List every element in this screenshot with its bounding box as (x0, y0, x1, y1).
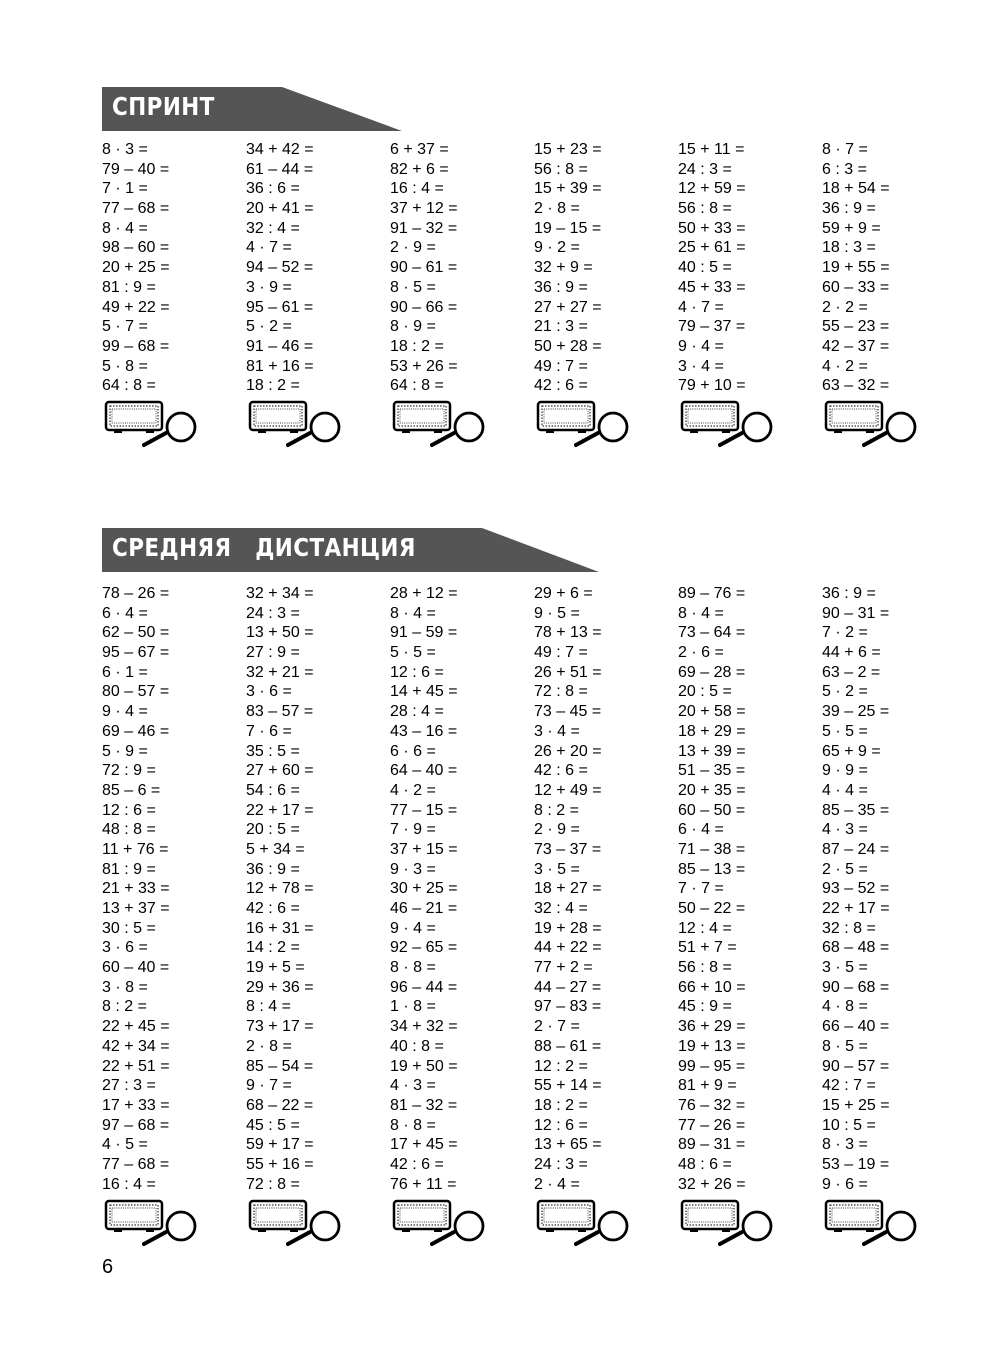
exercise-item: 37 + 12 = (390, 200, 458, 218)
exercise-item: 22 + 45 = (102, 1018, 170, 1036)
exercise-item: 32 + 21 = (246, 663, 314, 681)
exercise-item: 36 : 9 = (822, 200, 876, 218)
exercise-item: 8 : 2 = (102, 998, 147, 1016)
exercise-item: 7 · 9 = (390, 821, 436, 839)
exercise-item: 9 · 4 = (102, 703, 148, 721)
exercise-item: 90 – 68 = (822, 978, 890, 996)
exercise-item: 45 + 33 = (678, 278, 746, 296)
stopwatch-magnifier-icon (536, 400, 636, 448)
exercise-item: 30 + 25 = (390, 880, 458, 898)
exercise-item: 24 : 3 = (246, 604, 300, 622)
exercise-item: 1 · 8 = (390, 998, 436, 1016)
exercise-item: 8 · 8 = (390, 1116, 436, 1134)
exercise-item: 16 + 31 = (246, 919, 314, 937)
exercise-item: 18 : 2 = (246, 377, 300, 395)
exercise-item: 6 · 4 = (678, 821, 724, 839)
exercise-item: 99 – 68 = (102, 337, 170, 355)
exercise-item: 4 · 8 = (822, 998, 868, 1016)
exercise-item: 36 : 9 = (246, 860, 300, 878)
exercise-item: 49 : 7 = (534, 644, 588, 662)
exercise-item: 91 – 59 = (390, 624, 458, 642)
exercise-item: 24 : 3 = (678, 160, 732, 178)
exercise-item: 2 · 8 = (534, 200, 580, 218)
exercise-item: 6 + 37 = (390, 141, 449, 158)
exercise-item: 27 : 3 = (102, 1077, 156, 1095)
exercise-item: 69 – 46 = (102, 722, 170, 740)
exercise-item: 5 · 5 = (822, 722, 868, 740)
exercise-item: 65 + 9 = (822, 742, 881, 760)
exercise-item: 49 + 22 = (102, 298, 170, 316)
exercise-column (678, 140, 818, 396)
exercise-item: 40 : 5 = (678, 259, 732, 277)
exercise-item: 63 – 2 = (822, 663, 881, 681)
exercise-item: 7 · 1 = (102, 180, 148, 198)
exercise-item: 3 · 8 = (102, 978, 148, 996)
exercise-item: 18 : 3 = (822, 239, 876, 257)
exercise-item: 91 – 46 = (246, 337, 314, 355)
exercise-item: 64 : 8 = (102, 377, 156, 395)
exercise-item: 89 – 76 = (678, 585, 746, 602)
exercise-item: 95 – 67 = (102, 644, 170, 662)
stopwatch-magnifier-icon (104, 400, 204, 448)
exercise-item: 15 + 11 = (678, 141, 745, 158)
exercise-item: 97 – 68 = (102, 1116, 170, 1134)
stopwatch-magnifier-icon (248, 1199, 348, 1247)
exercise-column (534, 584, 674, 1194)
exercise-item: 15 + 23 = (534, 141, 602, 158)
exercise-item: 36 : 9 = (534, 278, 588, 296)
exercise-item: 5 · 5 = (390, 644, 436, 662)
exercise-item: 27 + 27 = (534, 298, 602, 316)
exercise-item: 56 : 8 = (534, 160, 588, 178)
exercise-item: 91 – 32 = (390, 219, 458, 237)
stopwatch-magnifier-icon (824, 1199, 924, 1247)
exercise-item: 26 + 20 = (534, 742, 602, 760)
exercise-item: 24 : 3 = (534, 1155, 588, 1173)
exercise-item: 42 + 34 = (102, 1037, 170, 1055)
exercise-column (534, 140, 674, 396)
exercise-item: 4 · 4 = (822, 781, 868, 799)
exercise-column (390, 140, 530, 396)
exercise-item: 61 – 44 = (246, 160, 314, 178)
exercise-item: 20 : 5 = (246, 821, 300, 839)
exercise-item: 90 – 66 = (390, 298, 458, 316)
exercise-item: 73 – 64 = (678, 624, 746, 642)
exercise-item: 12 : 6 = (534, 1116, 588, 1134)
exercise-item: 4 · 3 = (822, 821, 868, 839)
exercise-item: 9 · 2 = (534, 239, 580, 257)
exercise-item: 2 · 5 = (822, 860, 868, 878)
exercise-item: 8 · 5 = (822, 1037, 868, 1055)
exercise-item: 8 · 4 = (678, 604, 724, 622)
exercise-item: 4 · 5 = (102, 1136, 148, 1154)
exercise-item: 9 · 5 = (534, 604, 580, 622)
exercise-item: 18 : 2 = (534, 1096, 588, 1114)
exercise-item: 42 – 37 = (822, 337, 890, 355)
exercise-item: 21 : 3 = (534, 318, 588, 336)
exercise-item: 49 : 7 = (534, 357, 588, 375)
exercise-item: 78 + 13 = (534, 624, 602, 642)
exercise-item: 19 + 13 = (678, 1037, 746, 1055)
exercise-item: 12 + 49 = (534, 781, 602, 799)
exercise-item: 89 – 31 = (678, 1136, 746, 1154)
exercise-item: 48 : 8 = (102, 821, 156, 839)
exercise-item: 20 + 58 = (678, 703, 746, 721)
exercise-item: 43 – 16 = (390, 722, 458, 740)
exercise-item: 4 · 2 = (822, 357, 868, 375)
exercise-item: 25 + 61 = (678, 239, 746, 257)
exercise-item: 54 : 6 = (246, 781, 300, 799)
exercise-item: 2 · 6 = (678, 644, 724, 662)
exercise-item: 6 · 4 = (102, 604, 148, 622)
exercise-item: 32 + 9 = (534, 259, 593, 277)
exercise-item: 79 – 37 = (678, 318, 746, 336)
exercise-item: 2 · 7 = (534, 1018, 580, 1036)
section-title: СРЕДНЯЯ ДИСТАНЦИЯ (112, 533, 416, 562)
exercise-item: 5 + 34 = (246, 840, 305, 858)
exercise-item: 28 + 12 = (390, 585, 458, 602)
exercise-item: 12 : 6 = (390, 663, 444, 681)
exercise-item: 2 · 9 = (390, 239, 436, 257)
exercise-item: 9 · 7 = (246, 1077, 292, 1095)
exercise-item: 77 – 68 = (102, 1155, 170, 1173)
stopwatch-magnifier-icon (680, 1199, 780, 1247)
exercise-item: 39 – 25 = (822, 703, 890, 721)
stopwatch-magnifier-icon (392, 400, 492, 448)
exercise-item: 18 + 29 = (678, 722, 746, 740)
exercise-item: 66 – 40 = (822, 1018, 890, 1036)
exercise-column (246, 140, 386, 396)
exercise-item: 63 – 32 = (822, 377, 890, 395)
exercise-item: 56 : 8 = (678, 959, 732, 977)
exercise-item: 16 : 4 = (390, 180, 444, 198)
exercise-item: 77 + 2 = (534, 959, 593, 977)
exercise-item: 19 – 15 = (534, 219, 602, 237)
exercise-item: 55 + 14 = (534, 1077, 602, 1095)
exercise-item: 94 – 52 = (246, 259, 314, 277)
exercise-item: 13 + 37 = (102, 900, 170, 917)
exercise-item: 7 · 6 = (246, 722, 292, 740)
exercise-item: 64 – 40 = (390, 762, 458, 780)
exercise-item: 42 : 6 = (246, 900, 300, 917)
exercise-item: 99 – 95 = (678, 1057, 746, 1075)
exercise-item: 45 : 5 = (246, 1116, 300, 1134)
exercise-item: 5 · 2 = (246, 318, 292, 336)
exercise-item: 35 : 5 = (246, 742, 300, 760)
exercise-item: 2 · 2 = (822, 298, 868, 316)
exercise-item: 9 · 4 = (390, 919, 436, 937)
exercise-item: 29 + 36 = (246, 978, 314, 996)
exercise-item: 3 · 6 = (102, 939, 148, 957)
exercise-item: 21 + 33 = (102, 880, 170, 898)
exercise-item: 46 – 21 = (390, 900, 458, 917)
exercise-item: 2 · 8 = (246, 1037, 292, 1055)
exercise-item: 42 : 7 = (822, 1077, 876, 1095)
exercise-item: 19 + 50 = (390, 1057, 458, 1075)
exercise-item: 3 · 4 = (534, 722, 580, 740)
exercise-item: 71 – 38 = (678, 840, 746, 858)
exercise-item: 51 – 35 = (678, 762, 746, 780)
exercise-item: 45 : 9 = (678, 998, 732, 1016)
exercise-item: 97 – 83 = (534, 998, 602, 1016)
exercise-item: 32 : 4 = (246, 219, 300, 237)
stopwatch-magnifier-icon (248, 400, 348, 448)
exercise-item: 5 · 7 = (102, 318, 148, 336)
exercise-item: 17 + 45 = (390, 1136, 458, 1154)
exercise-item: 28 : 4 = (390, 703, 444, 721)
exercise-item: 92 – 65 = (390, 939, 458, 957)
page-number: 6 (102, 1256, 114, 1278)
exercise-item: 81 – 32 = (390, 1096, 458, 1114)
exercise-item: 5 · 9 = (102, 742, 148, 760)
exercise-item: 55 – 23 = (822, 318, 890, 336)
exercise-item: 8 · 8 = (390, 959, 436, 977)
exercise-item: 32 : 4 = (534, 900, 588, 917)
exercise-item: 18 + 27 = (534, 880, 602, 898)
exercise-item: 10 : 5 = (822, 1116, 876, 1134)
stopwatch-magnifier-icon (680, 400, 780, 448)
exercise-item: 14 : 2 = (246, 939, 300, 957)
exercise-item: 4 · 7 = (246, 239, 292, 257)
exercise-item: 3 · 9 = (246, 278, 292, 296)
exercise-item: 26 + 51 = (534, 663, 602, 681)
exercise-item: 13 + 65 = (534, 1136, 602, 1154)
stopwatch-magnifier-icon (824, 400, 924, 448)
exercise-column (822, 584, 962, 1194)
exercise-item: 85 – 54 = (246, 1057, 314, 1075)
exercise-item: 85 – 13 = (678, 860, 746, 878)
exercise-item: 5 · 2 = (822, 683, 868, 701)
exercise-item: 87 – 24 = (822, 840, 890, 858)
exercise-item: 8 · 7 = (822, 141, 868, 158)
exercise-item: 53 + 26 = (390, 357, 458, 375)
exercise-item: 60 – 33 = (822, 278, 890, 296)
exercise-item: 36 + 29 = (678, 1018, 746, 1036)
exercise-item: 8 : 4 = (246, 998, 291, 1016)
exercise-item: 44 – 27 = (534, 978, 602, 996)
exercise-item: 90 – 61 = (390, 259, 458, 277)
exercise-item: 76 – 32 = (678, 1096, 746, 1114)
exercise-item: 12 : 4 = (678, 919, 732, 937)
exercise-item: 59 + 9 = (822, 219, 881, 237)
exercise-item: 2 · 4 = (534, 1175, 580, 1193)
exercise-item: 78 – 26 = (102, 585, 170, 602)
exercise-item: 48 : 6 = (678, 1155, 732, 1173)
stopwatch-magnifier-icon (104, 1199, 204, 1247)
exercise-item: 9 · 4 = (678, 337, 724, 355)
exercise-item: 15 + 25 = (822, 1096, 890, 1114)
exercise-item: 51 + 7 = (678, 939, 737, 957)
exercise-item: 18 : 2 = (390, 337, 444, 355)
exercise-item: 73 – 37 = (534, 840, 602, 858)
exercise-item: 56 : 8 = (678, 200, 732, 218)
stopwatch-magnifier-icon (392, 1199, 492, 1247)
exercise-item: 42 : 6 = (534, 377, 588, 395)
exercise-item: 5 · 8 = (102, 357, 148, 375)
exercise-item: 8 · 9 = (390, 318, 436, 336)
exercise-item: 7 · 2 = (822, 624, 868, 642)
exercise-item: 64 : 8 = (390, 377, 444, 395)
exercise-item: 8 · 3 = (102, 141, 148, 158)
exercise-item: 62 – 50 = (102, 624, 170, 642)
exercise-item: 81 : 9 = (102, 278, 156, 296)
exercise-item: 22 + 17 = (246, 801, 314, 819)
exercise-item: 11 + 76 = (102, 840, 169, 858)
exercise-item: 77 – 26 = (678, 1116, 746, 1134)
exercise-item: 73 – 45 = (534, 703, 602, 721)
exercise-item: 50 – 22 = (678, 900, 746, 917)
exercise-item: 34 + 32 = (390, 1018, 458, 1036)
exercise-item: 93 – 52 = (822, 880, 890, 898)
exercise-item: 82 + 6 = (390, 160, 449, 178)
exercise-item: 60 – 50 = (678, 801, 746, 819)
exercise-item: 22 + 17 = (822, 900, 890, 917)
exercise-item: 8 · 4 = (390, 604, 436, 622)
exercise-item: 6 · 6 = (390, 742, 436, 760)
exercise-item: 27 + 60 = (246, 762, 314, 780)
exercise-item: 17 + 33 = (102, 1096, 170, 1114)
exercise-item: 96 – 44 = (390, 978, 458, 996)
section-banner-sprint (102, 87, 402, 131)
exercise-item: 22 + 51 = (102, 1057, 170, 1075)
exercise-item: 16 : 4 = (102, 1175, 156, 1193)
exercise-item: 30 : 5 = (102, 919, 156, 937)
exercise-item: 42 : 6 = (390, 1155, 444, 1173)
exercise-item: 8 · 3 = (822, 1136, 868, 1154)
exercise-item: 85 – 6 = (102, 781, 161, 799)
exercise-item: 34 + 42 = (246, 141, 314, 158)
exercise-item: 81 + 16 = (246, 357, 314, 375)
exercise-item: 44 + 6 = (822, 644, 881, 662)
exercise-item: 53 – 19 = (822, 1155, 890, 1173)
exercise-item: 27 : 9 = (246, 644, 300, 662)
exercise-column (102, 140, 242, 396)
exercise-item: 20 + 35 = (678, 781, 746, 799)
exercise-column (678, 584, 818, 1194)
exercise-item: 12 + 78 = (246, 880, 314, 898)
exercise-item: 81 : 9 = (102, 860, 156, 878)
exercise-column (102, 584, 242, 1194)
stopwatch-magnifier-icon (536, 1199, 636, 1247)
section-banner-middle-distance (102, 528, 599, 572)
exercise-item: 81 + 9 = (678, 1077, 737, 1095)
exercise-item: 32 : 8 = (822, 919, 876, 937)
exercise-item: 2 · 9 = (534, 821, 580, 839)
exercise-item: 42 : 6 = (534, 762, 588, 780)
exercise-item: 72 : 8 = (534, 683, 588, 701)
exercise-item: 37 + 15 = (390, 840, 458, 858)
exercise-item: 3 · 4 = (678, 357, 724, 375)
exercise-item: 76 + 11 = (390, 1175, 457, 1193)
exercise-item: 77 – 15 = (390, 801, 458, 819)
exercise-item: 29 + 6 = (534, 585, 593, 602)
exercise-item: 4 · 2 = (390, 781, 436, 799)
exercise-item: 59 + 17 = (246, 1136, 314, 1154)
exercise-item: 68 – 48 = (822, 939, 890, 957)
exercise-item: 18 + 54 = (822, 180, 890, 198)
exercise-item: 12 : 2 = (534, 1057, 588, 1075)
exercise-item: 83 – 57 = (246, 703, 314, 721)
exercise-item: 55 + 16 = (246, 1155, 314, 1173)
exercise-item: 13 + 50 = (246, 624, 314, 642)
exercise-item: 66 + 10 = (678, 978, 746, 996)
exercise-item: 8 · 5 = (390, 278, 436, 296)
exercise-item: 20 + 25 = (102, 259, 170, 277)
exercise-item: 98 – 60 = (102, 239, 170, 257)
exercise-item: 6 : 3 = (822, 160, 867, 178)
exercise-item: 3 · 6 = (246, 683, 292, 701)
exercise-item: 72 : 9 = (102, 762, 156, 780)
exercise-item: 77 – 68 = (102, 200, 170, 218)
exercise-item: 9 · 6 = (822, 1175, 868, 1193)
exercise-item: 68 – 22 = (246, 1096, 314, 1114)
exercise-item: 88 – 61 = (534, 1037, 602, 1055)
exercise-item: 44 + 22 = (534, 939, 602, 957)
exercise-item: 20 + 41 = (246, 200, 314, 218)
exercise-item: 69 – 28 = (678, 663, 746, 681)
exercise-column (822, 140, 962, 396)
exercise-item: 19 + 28 = (534, 919, 602, 937)
exercise-item: 36 : 9 = (822, 585, 876, 602)
exercise-item: 73 + 17 = (246, 1018, 314, 1036)
exercise-item: 80 – 57 = (102, 683, 170, 701)
exercise-item: 50 + 33 = (678, 219, 746, 237)
section-title: СПРИНТ (112, 92, 215, 121)
exercise-item: 36 : 6 = (246, 180, 300, 198)
exercise-item: 95 – 61 = (246, 298, 314, 316)
exercise-column (390, 584, 530, 1194)
exercise-item: 12 + 59 = (678, 180, 746, 198)
exercise-item: 50 + 28 = (534, 337, 602, 355)
exercise-item: 8 · 4 = (102, 219, 148, 237)
exercise-item: 90 – 31 = (822, 604, 890, 622)
exercise-item: 8 : 2 = (534, 801, 579, 819)
exercise-item: 60 – 40 = (102, 959, 170, 977)
exercise-item: 7 · 7 = (678, 880, 724, 898)
exercise-item: 12 : 6 = (102, 801, 156, 819)
exercise-item: 19 + 55 = (822, 259, 890, 277)
exercise-item: 4 · 3 = (390, 1077, 436, 1095)
exercise-item: 72 : 8 = (246, 1175, 300, 1193)
exercise-item: 13 + 39 = (678, 742, 746, 760)
exercise-item: 3 · 5 = (534, 860, 580, 878)
exercise-item: 79 + 10 = (678, 377, 746, 395)
exercise-item: 15 + 39 = (534, 180, 602, 198)
exercise-column (246, 584, 386, 1194)
exercise-item: 3 · 5 = (822, 959, 868, 977)
exercise-item: 4 · 7 = (678, 298, 724, 316)
exercise-item: 90 – 57 = (822, 1057, 890, 1075)
exercise-item: 9 · 3 = (390, 860, 436, 878)
exercise-item: 20 : 5 = (678, 683, 732, 701)
exercise-item: 32 + 26 = (678, 1175, 746, 1193)
exercise-item: 19 + 5 = (246, 959, 305, 977)
exercise-item: 40 : 8 = (390, 1037, 444, 1055)
exercise-item: 6 · 1 = (102, 663, 148, 681)
exercise-item: 32 + 34 = (246, 585, 314, 602)
exercise-item: 9 · 9 = (822, 762, 868, 780)
exercise-item: 85 – 35 = (822, 801, 890, 819)
exercise-item: 79 – 40 = (102, 160, 170, 178)
exercise-item: 14 + 45 = (390, 683, 458, 701)
